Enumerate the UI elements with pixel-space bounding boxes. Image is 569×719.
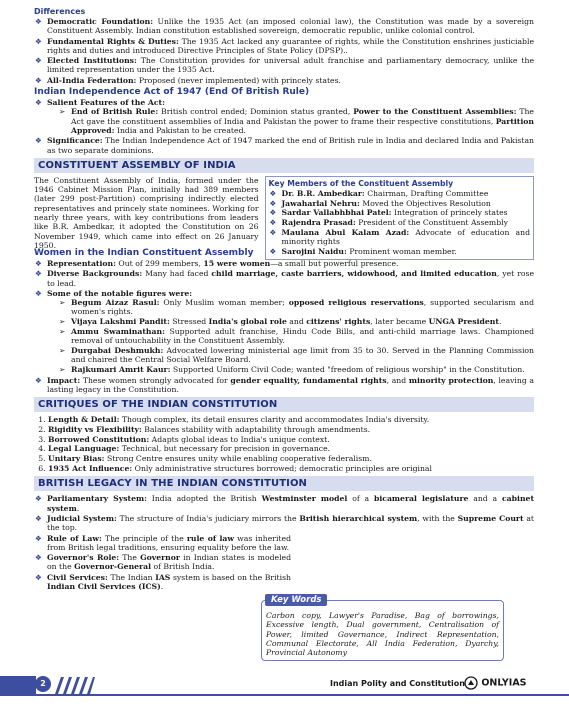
list-item: ❖ Democratic Foundation: Unlike the 1935 Act (an imposed colonial law), the Constitution was made by a sovereign Constituent Assembly. Indian constitution established sovereign, democratic republic, unlike colonial control.	[34, 17, 534, 36]
list-item: ❖ Some of the notable figures were: ➢ Begum Aizaz Rasul: Only Muslim woman member; opposed religious reservations, supported secularism and women's rights. ➢ Vijaya Lakshmi Pandit: Stressed India's global role and citizens' rights, later became UNGA President. ➢ Ammu Swaminathan: Supported adult franchise, Hindu Code Bills, and anti-child marriage laws. Championed removal of untouchability in the Constituent Assembly. ➢ Durgabai Deshmukh: Advocated lowering ministerial age limit from 35 to 30. Served in the Planning Commission and chaired the Central Social Welfare Board. ➢ Rajkumari Amrit Kaur: Supported Uniform Civil Code; wanted "freedom of religious worship" in the Constitution.	[34, 289, 534, 375]
list-item: ❖ Judicial System: The structure of India's judiciary mirrors the British hierarchical system, with the Supreme Court at the top.	[34, 514, 534, 533]
list-item: 1. Length & Detail: Though complex, its detail ensures clarity and accommodates India's diversity.	[48, 415, 534, 424]
list-item: 2. Rigidity vs Flexibility: Balances stability with adaptability through amendments.	[48, 425, 534, 434]
key-members-title: Key Members of the Constituent Assembly	[268, 178, 454, 188]
constituent-assembly-heading: CONSTITUENT ASSEMBLY OF INDIA	[34, 158, 534, 173]
brand-emblem-icon	[464, 676, 478, 690]
list-item: 5. Unitary Bias: Strong Centre ensures unity while enabling cooperative federalism.	[48, 454, 534, 463]
list-item: ➢ Rajkumari Amrit Kaur: Supported Uniform Civil Code; wanted "freedom of religious worship" in the Constitution.	[47, 365, 534, 374]
footer-stripes-icon	[55, 677, 95, 694]
critiques-list	[34, 415, 534, 473]
brand-logo	[464, 676, 527, 690]
assembly-intro: The Constituent Assembly of India, formed under the 1946 Cabinet Mission Plan, initially had 389 members (later 299 post-Partition) comprising indirectly elected representatives and princely state nominees. Working for nearly three years, with key contributions from leaders like B.R. Ambedkar, it adopted the Constitution on 26 November 1949, which came into effect on 26 January 1950.	[34, 175, 259, 250]
brand-name: ONLYIAS	[481, 677, 527, 689]
list-item: ❖ Parliamentary System: India adopted the British Westminster model of a bicameral legislature and a cabinet system.	[34, 494, 534, 513]
independence-act-heading: Indian Independence Act of 1947 (End Of British Rule)	[34, 87, 310, 98]
list-item: ➢ End of British Rule: British control ended; Dominion status granted, Power to the Constituent Assemblies: The Act gave the constituent assemblies of India and Pakistan the power to frame their respective constitutions, Partition Approved: India and Pakistan to be created.	[47, 107, 534, 135]
list-item: 6. 1935 Act Influence: Only administrative structures borrowed; democratic principles are original	[48, 464, 534, 473]
list-item: ➢ Begum Aizaz Rasul: Only Muslim woman member; opposed religious reservations, supported secularism and women's rights.	[47, 298, 534, 317]
footer-rule	[0, 694, 569, 696]
list-item: ❖ Diverse Backgrounds: Many had faced child marriage, caste barriers, widowhood, and limited education, yet rose to lead.	[34, 269, 534, 288]
list-item: ❖ Significance: The Indian Independence Act of 1947 marked the end of British rule in India and declared India and Pakistan as two separate dominions.	[34, 136, 534, 155]
women-list	[34, 259, 534, 394]
key-words-box	[261, 600, 504, 661]
list-item: ❖ Representation: Out of 299 members, 15 were women—a small but powerful presence.	[34, 259, 534, 268]
list-item: ❖ Governor's Role: The Governor in Indian states is modeled on the Governor-General of British India.	[34, 553, 291, 572]
list-item: ❖ Dr. B.R. Ambedkar: Chairman, Drafting Committee	[269, 189, 530, 198]
key-words-text: Carbon copy, Lawyer's Paradise, Bag of borrowings, Excessive length, Dual government, Centralisation of Power, limited Governance, Indirect Representation, Communal Electorate, All India Federation, Dyarchy, Provincial Autonomy	[266, 611, 499, 658]
differences-list	[34, 17, 534, 85]
salient-features-list	[47, 107, 534, 135]
list-item: ❖ Rule of Law: The principle of the rule of law was inherited from British legal traditions, ensuring equality before the law.	[34, 534, 291, 553]
list-item: 3. Borrowed Constitution: Adapts global ideas to India's unique context.	[48, 435, 534, 444]
list-item: ❖ All-India Federation: Proposed (never implemented) with princely states.	[34, 76, 534, 85]
notable-figures-list	[47, 298, 534, 374]
page-content	[34, 7, 534, 592]
legacy-list	[34, 494, 534, 591]
list-item: ❖ Impact: These women strongly advocated for gender equality, fundamental rights, and minority protection, leaving a lasting legacy in the Constitution.	[34, 376, 534, 395]
page-number: 2	[35, 676, 51, 692]
list-item: ❖ Sarojini Naidu: Prominent woman member.	[269, 247, 530, 256]
key-members-box	[265, 176, 534, 260]
list-item: ❖ Civil Services: The Indian IAS system is based on the British Indian Civil Services (ICS).	[34, 573, 291, 592]
list-item: 4. Legal Language: Technical, but necessary for precision in governance.	[48, 444, 534, 453]
key-words-label: Key Words	[265, 594, 327, 606]
footer-bar	[0, 676, 36, 694]
list-item: ➢ Ammu Swaminathan: Supported adult franchise, Hindu Code Bills, and anti-child marriage laws. Championed removal of untouchability in the Constituent Assembly.	[47, 327, 534, 346]
list-item: ❖ Salient Features of the Act: ➢ End of British Rule: British control ended; Dominion status granted, Power to the Constituent Assemblies: The Act gave the constituent assemblies of India and Pakistan the power to frame their respective constitutions, Partition Approved: India and Pakistan to be created.	[34, 98, 534, 135]
list-item: ➢ Durgabai Deshmukh: Advocated lowering ministerial age limit from 35 to 30. Served in the Planning Commission and chaired the Central Social Welfare Board.	[47, 346, 534, 365]
list-item: ❖ Fundamental Rights & Duties: The 1935 Act lacked any guarantee of rights, while the Constitution enshrines justiciable rights and duties and introduced Directive Principles of State Policy (DPSP)..	[34, 37, 534, 56]
women-heading: Women in the Indian Constituent Assembly	[34, 247, 254, 258]
list-item: ❖ Elected Institutions: The Constitution provides for universal adult franchise and parliamentary democracy, unlike the limited representation under the 1935 Act.	[34, 56, 534, 75]
list-item: ➢ Vijaya Lakshmi Pandit: Stressed India's global role and citizens' rights, later became UNGA President.	[47, 317, 534, 326]
independence-act-list	[34, 98, 534, 155]
list-item: ❖ Sardar Vallabhbhai Patel: Integration of princely states	[269, 208, 530, 217]
book-title: Indian Polity and Constitution	[330, 679, 465, 688]
critiques-heading: CRITIQUES OF THE INDIAN CONSTITUTION	[34, 397, 534, 412]
list-item: ❖ Rajendra Prasad: President of the Constituent Assembly	[269, 218, 530, 227]
list-item: ❖ Maulana Abul Kalam Azad: Advocate of education and minority rights	[269, 228, 530, 247]
key-members-list	[269, 189, 530, 257]
legacy-heading: BRITISH LEGACY IN THE INDIAN CONSTITUTION	[34, 476, 534, 491]
list-item: ❖ Jawaharlal Nehru: Moved the Objectives Resolution	[269, 199, 530, 208]
differences-heading: Differences	[34, 7, 86, 16]
